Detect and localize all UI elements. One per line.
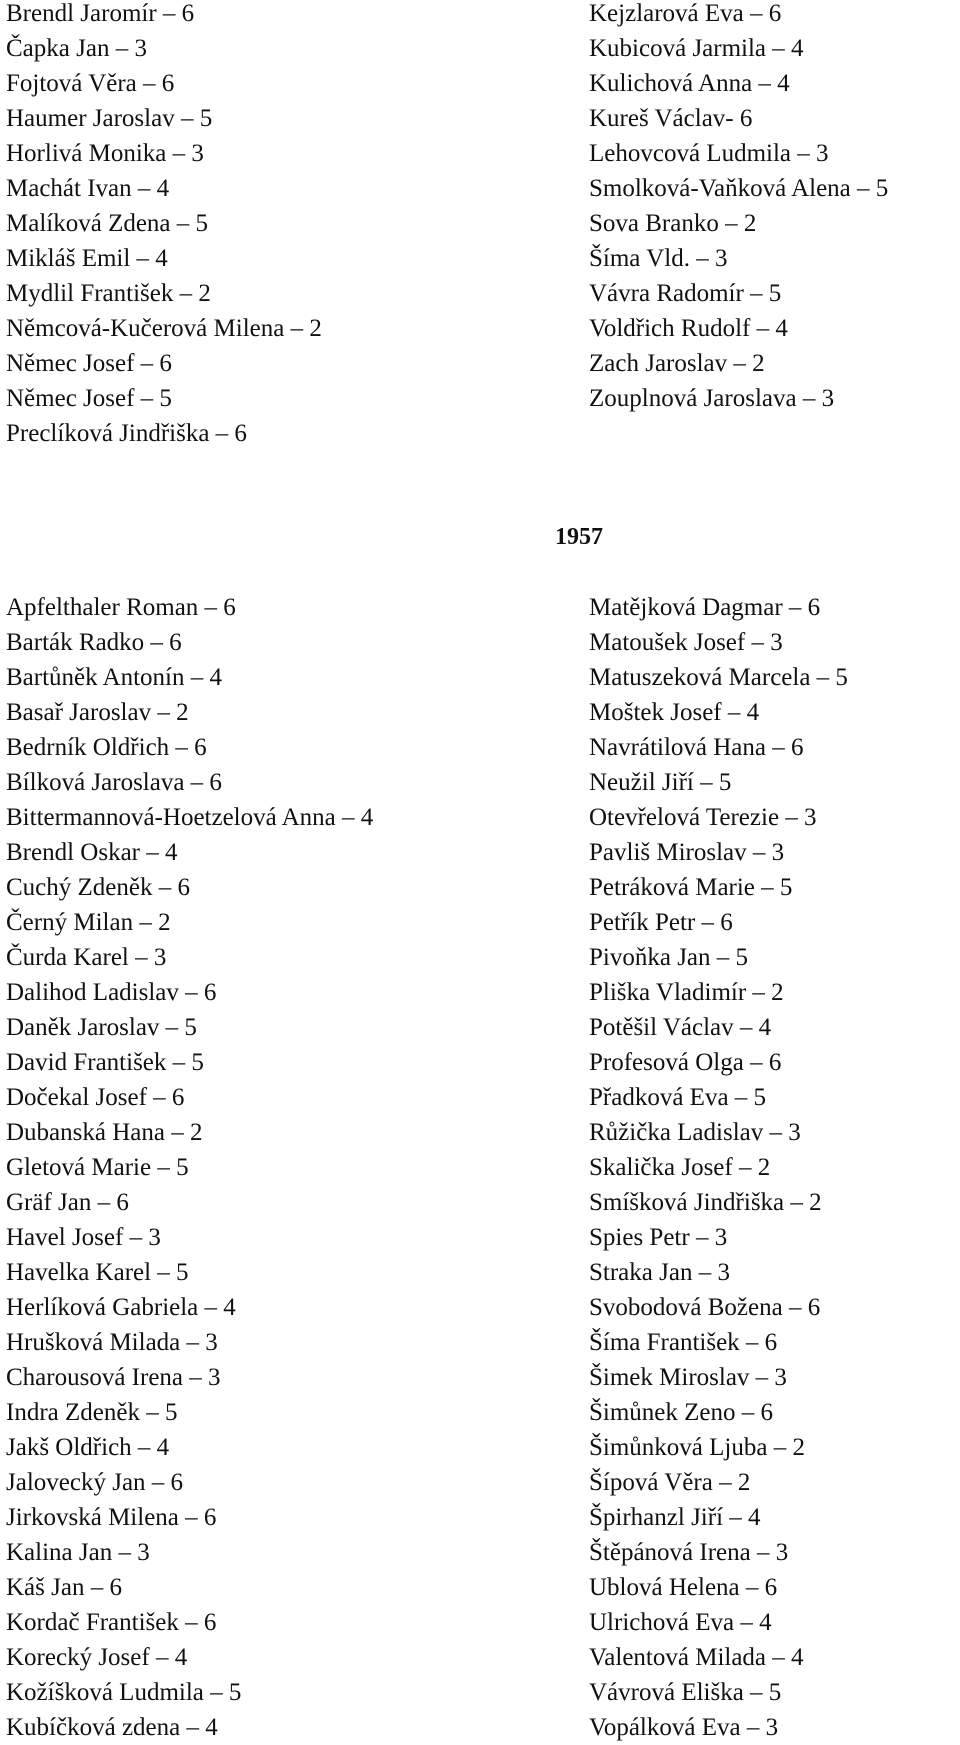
name-entry: Smíšková Jindřiška – 2: [589, 1189, 822, 1216]
name-entry: Indra Zdeněk – 5: [6, 1399, 178, 1426]
name-column-right: [589, 0, 888, 416]
name-entry: Kalina Jan – 3: [6, 1539, 150, 1566]
name-entry: Dočekal Josef – 6: [6, 1084, 185, 1111]
name-entry: Matuszeková Marcela – 5: [589, 664, 848, 691]
name-entry: Šimůnková Ljuba – 2: [589, 1434, 805, 1461]
name-entry: Šimek Miroslav – 3: [589, 1364, 787, 1391]
name-entry: Brendl Oskar – 4: [6, 839, 178, 866]
name-entry: Skalička Josef – 2: [589, 1154, 771, 1181]
name-entry: Petráková Marie – 5: [589, 874, 793, 901]
name-entry: Kordač František – 6: [6, 1609, 217, 1636]
name-entry: Bartůněk Antonín – 4: [6, 664, 222, 691]
name-entry: Straka Jan – 3: [589, 1259, 730, 1286]
name-entry: Herlíková Gabriela – 4: [6, 1294, 236, 1321]
name-entry: Pavliš Miroslav – 3: [589, 839, 785, 866]
name-entry: Kejzlarová Eva – 6: [589, 0, 782, 27]
name-entry: Hrušková Milada – 3: [6, 1329, 218, 1356]
name-entry: Jirkovská Milena – 6: [6, 1504, 217, 1531]
name-entry: Štěpánová Irena – 3: [589, 1539, 789, 1566]
name-entry: Matějková Dagmar – 6: [589, 594, 821, 621]
name-entry: Gletová Marie – 5: [6, 1154, 189, 1181]
name-entry: Preclíková Jindřiška – 6: [6, 420, 247, 447]
name-entry: Černý Milan – 2: [6, 909, 171, 936]
name-entry: Špirhanzl Jiří – 4: [589, 1504, 761, 1531]
name-column-left: [6, 590, 373, 1745]
name-entry: Cuchý Zdeněk – 6: [6, 874, 190, 901]
name-entry: Ulrichová Eva – 4: [589, 1609, 772, 1636]
name-entry: Profesová Olga – 6: [589, 1049, 782, 1076]
name-entry: Vávrová Eliška – 5: [589, 1679, 782, 1706]
name-entry: Mikláš Emil – 4: [6, 245, 168, 272]
name-entry: Navrátilová Hana – 6: [589, 734, 804, 761]
name-entry: Charousová Irena – 3: [6, 1364, 221, 1391]
name-entry: Čapka Jan – 3: [6, 35, 147, 62]
year-heading: 1957: [555, 524, 603, 550]
name-entry: Horlivá Monika – 3: [6, 140, 204, 167]
name-entry: Němec Josef – 6: [6, 350, 172, 377]
name-entry: Voldřich Rudolf – 4: [589, 315, 788, 342]
name-column-right: [589, 590, 848, 1745]
name-entry: Vávra Radomír – 5: [589, 280, 782, 307]
name-entry: Jalovecký Jan – 6: [6, 1469, 184, 1496]
name-entry: Korecký Josef – 4: [6, 1644, 188, 1671]
name-entry: Fojtová Věra – 6: [6, 70, 175, 97]
name-entry: Káš Jan – 6: [6, 1574, 122, 1601]
name-entry: David František – 5: [6, 1049, 204, 1076]
name-entry: Němcová-Kučerová Milena – 2: [6, 315, 322, 342]
name-entry: Sova Branko – 2: [589, 210, 757, 237]
name-entry: Haumer Jaroslav – 5: [6, 105, 213, 132]
name-entry: Valentová Milada – 4: [589, 1644, 804, 1671]
name-entry: Kureš Václav- 6: [589, 105, 753, 132]
name-entry: Pivoňka Jan – 5: [589, 944, 749, 971]
name-entry: Šimůnek Zeno – 6: [589, 1399, 774, 1426]
name-column-left: [6, 0, 322, 451]
name-entry: Petřík Petr – 6: [589, 909, 733, 936]
name-entry: Mydlil František – 2: [6, 280, 211, 307]
name-entry: Apfelthaler Roman – 6: [6, 594, 236, 621]
name-entry: Machát Ivan – 4: [6, 175, 170, 202]
name-entry: Dalihod Ladislav – 6: [6, 979, 217, 1006]
name-entry: Jakš Oldřich – 4: [6, 1434, 170, 1461]
name-entry: Daněk Jaroslav – 5: [6, 1014, 197, 1041]
name-entry: Zach Jaroslav – 2: [589, 350, 765, 377]
name-entry: Smolková-Vaňková Alena – 5: [589, 175, 889, 202]
name-entry: Bedrník Oldřich – 6: [6, 734, 207, 761]
name-entry: Matoušek Josef – 3: [589, 629, 783, 656]
name-entry: Malíková Zdena – 5: [6, 210, 209, 237]
name-entry: Havelka Karel – 5: [6, 1259, 189, 1286]
name-entry: Kubíčková zdena – 4: [6, 1714, 218, 1741]
name-entry: Havel Josef – 3: [6, 1224, 161, 1251]
name-entry: Pliška Vladimír – 2: [589, 979, 784, 1006]
name-entry: Dubanská Hana – 2: [6, 1119, 203, 1146]
name-entry: Kubicová Jarmila – 4: [589, 35, 804, 62]
name-entry: Šípová Věra – 2: [589, 1469, 751, 1496]
name-entry: Kožíšková Ludmila – 5: [6, 1679, 242, 1706]
name-entry: Bittermannová-Hoetzelová Anna – 4: [6, 804, 374, 831]
name-entry: Čurda Karel – 3: [6, 944, 167, 971]
name-entry: Šíma Vld. – 3: [589, 245, 728, 272]
name-entry: Vopálková Eva – 3: [589, 1714, 779, 1741]
name-entry: Gräf Jan – 6: [6, 1189, 129, 1216]
name-entry: Kulichová Anna – 4: [589, 70, 790, 97]
name-entry: Basař Jaroslav – 2: [6, 699, 189, 726]
name-entry: Brendl Jaromír – 6: [6, 0, 195, 27]
name-entry: Zouplnová Jaroslava – 3: [589, 385, 835, 412]
name-entry: Ublová Helena – 6: [589, 1574, 778, 1601]
name-entry: Svobodová Božena – 6: [589, 1294, 821, 1321]
name-entry: Potěšil Václav – 4: [589, 1014, 772, 1041]
name-entry: Otevřelová Terezie – 3: [589, 804, 817, 831]
name-entry: Neužil Jiří – 5: [589, 769, 732, 796]
name-entry: Šíma František – 6: [589, 1329, 778, 1356]
name-entry: Lehovcová Ludmila – 3: [589, 140, 829, 167]
name-entry: Moštek Josef – 4: [589, 699, 760, 726]
name-entry: Barták Radko – 6: [6, 629, 182, 656]
name-entry: Němec Josef – 5: [6, 385, 172, 412]
name-entry: Spies Petr – 3: [589, 1224, 728, 1251]
name-entry: Bílková Jaroslava – 6: [6, 769, 222, 796]
name-entry: Přadková Eva – 5: [589, 1084, 767, 1111]
name-entry: Růžička Ladislav – 3: [589, 1119, 801, 1146]
